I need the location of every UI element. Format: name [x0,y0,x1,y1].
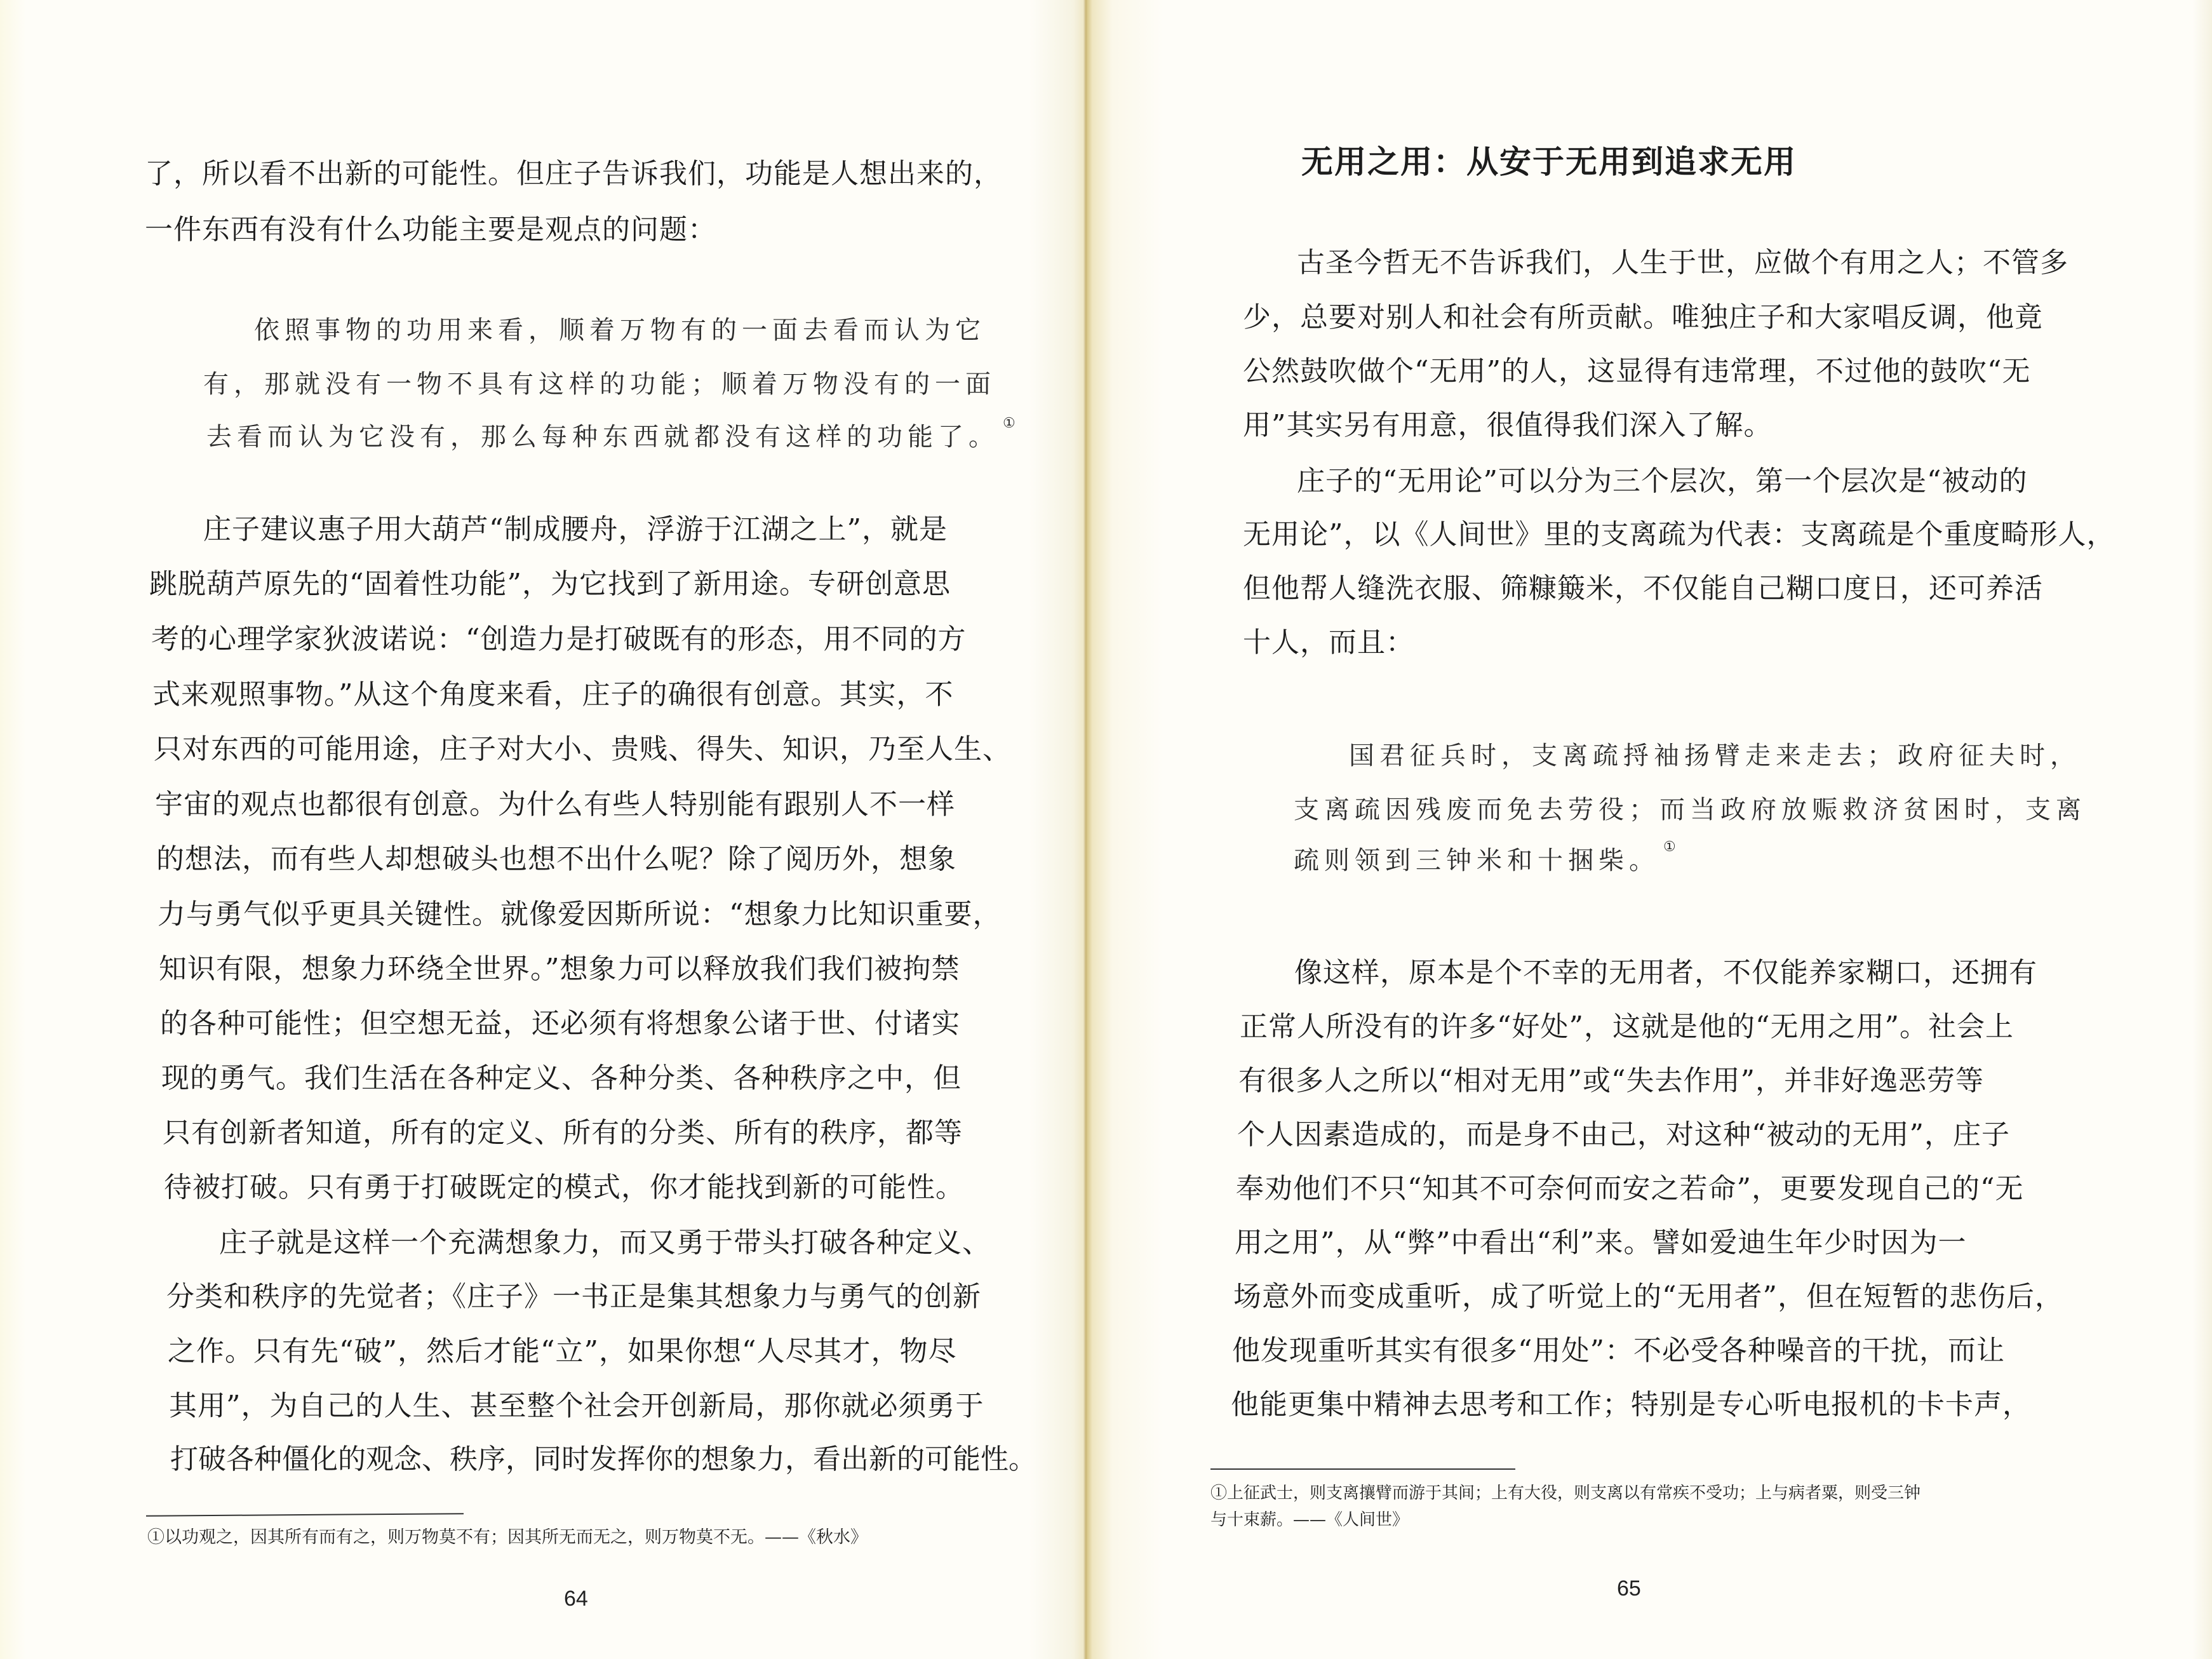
footnote-line: 与十束薪。——《人间世》 [1210,1510,1409,1529]
body-line: 只有创新者知道，所有的定义、所有的分类、所有的秩序，都等 [163,1117,963,1149]
body-line: 现的勇气。我们生活在各种定义、各种分类、各种秩序之中，但 [161,1062,962,1094]
body-line: 十人，而且： [1243,626,1414,659]
body-line: 场意外而变成重听，成了听觉上的“无用者”，但在短暂的悲伤后， [1233,1280,2063,1313]
body-line: 打破各种僵化的观念、秩序，同时发挥你的想象力，看出新的可能性。 [170,1443,1036,1475]
body-line: 像这样，原本是个不幸的无用者，不仅能养家糊口，还拥有 [1294,957,2037,989]
body-line: 用”其实另有用意，很值得我们深入了解。 [1243,409,1773,441]
body-line: 他能更集中精神去思考和工作；特别是专心听电报机的卡卡声， [1231,1388,2031,1421]
body-line: 知识有限，想象力环绕全世界。”想象力可以释放我们我们被拘禁 [159,953,960,985]
body-line: 他发现重听其实有很多“用处”：不必受各种噪音的干扰，而让 [1232,1334,2005,1367]
section-title: 无用之用：从安于无用到追求无用 [1301,143,1797,180]
quote-line-text: 去看而认为它没有，那么每种东西就都没有这样的功能了。 [206,422,999,452]
body-line: 分类和秩序的先觉者；《庄子》一书正是集其想象力与勇气的创新 [166,1280,981,1313]
quote-line-with-footnote [1294,839,1681,875]
quote-line: 依照事物的功用来看，顺着万物有的一面去看而认为它 [254,316,986,345]
body-line: 但他帮人缝洗衣服、筛糠簸米，不仅能自己糊口度日，还可养活 [1243,572,2043,605]
quote-line-with-footnote [206,415,1021,452]
page-number: 65 [1617,1576,1641,1601]
body-line: 有很多人之所以“相对无用”或“失去作用”，并非好逸恶劳等 [1238,1065,1984,1097]
body-line: 式来观照事物。”从这个角度来看，庄子的确很有创意。其实，不 [152,678,954,711]
footnote: ①以功观之，因其所有而有之，则万物莫不有；因其所无而无之，则万物莫不无。——《秋水》 [147,1528,868,1547]
body-line: 之作。只有先“破”，然后才能“立”，如果你想“人尽其才，物尽 [168,1335,957,1367]
body-line: 庄子的“无用论”可以分为三个层次，第一个层次是“被动的 [1297,465,2028,497]
quote-line-text: 疏则领到三钟米和十捆柴。 [1294,846,1659,875]
body-line: 无用论”，以《人间世》里的支离疏为代表：支离疏是个重度畸形人， [1243,518,2115,551]
body-line: 古圣今哲无不告诉我们，人生于世，应做个有用之人；不管多 [1297,246,2068,279]
body-line: 只对东西的可能用途，庄子对大小、贵贱、得失、知识，乃至人生、 [154,733,1011,765]
left-page [0,0,1087,1659]
right-page [1087,0,2212,1659]
body-line: 力与勇气似乎更具关键性。就像爱因斯所说：“想象力比知识重要， [158,898,1002,930]
intro-line: 一件东西有没有什么功能主要是观点的问题： [145,213,716,246]
footnote-divider [1210,1468,1515,1470]
body-line: 奉劝他们不只“知其不可奈何而安之若命”，更要发现自己的“无 [1236,1172,2024,1205]
body-line: 用之用”，从“弊”中看出“利”来。譬如爱迪生年少时因为一 [1235,1226,1967,1259]
quote-line: 国君征兵时，支离疏捋袖扬臂走来走去；政府征夫时， [1349,741,2081,770]
body-line: 的想法，而有些人却想破头也想不出什么呢？除了阅历外，想象 [156,843,956,875]
footnote-divider [146,1513,464,1516]
quote-line: 有，那就没有一物不具有这样的功能；顺着万物没有的一面 [203,370,996,399]
page-number: 64 [564,1587,588,1611]
body-line: 少，总要对别人和社会有所贡献。唯独庄子和大家唱反调，他竟 [1243,301,2043,333]
body-line: 公然鼓吹做个“无用”的人，这显得有违常理，不过他的鼓吹“无 [1243,355,2031,387]
body-line: 其用”，为自己的人生、甚至整个社会开创新局，那你就必须勇于 [169,1390,984,1422]
quote-line: 支离疏因残废而免去劳役；而当政府放赈救济贫困时，支离 [1294,795,2086,824]
body-line: 庄子就是这样一个充满想象力，而又勇于带头打破各种定义、 [219,1226,991,1259]
body-line: 宇宙的观点也都很有创意。为什么有些人特别能有跟别人不一样 [155,788,955,821]
body-line: 的各种可能性；但空想无益，还必须有将想象公诸于世、付诸实 [160,1007,960,1040]
body-line: 个人因素造成的，而是身不由己，对这种“被动的无用”，庄子 [1237,1118,2010,1151]
body-line: 正常人所没有的许多“好处”，这就是他的“无用之用”。社会上 [1240,1011,2014,1043]
body-line: 待被打破。只有勇于打破既定的模式，你才能找到新的可能性。 [164,1171,964,1204]
body-line: 考的心理学家狄波诺说：“创造力是打破既有的形态，用不同的方 [151,623,967,655]
intro-line: 了，所以看不出新的可能性。但庄子告诉我们，功能是人想出来的， [145,158,1002,190]
footnote-marker[interactable]: ① [1663,839,1681,855]
body-line: 庄子建议惠子用大葫芦“制成腰舟，浮游于江湖之上”，就是 [203,513,948,546]
footnote-line: ①上征武士，则支离攘臂而游于其间；上有大役，则支离以有常疾不受功；上与病者粟，则受三钟 [1210,1484,1921,1503]
body-line: 跳脱葫芦原先的“固着性功能”，为它找到了新用途。专研创意思 [149,568,951,600]
footnote-marker[interactable]: ① [1003,415,1021,431]
